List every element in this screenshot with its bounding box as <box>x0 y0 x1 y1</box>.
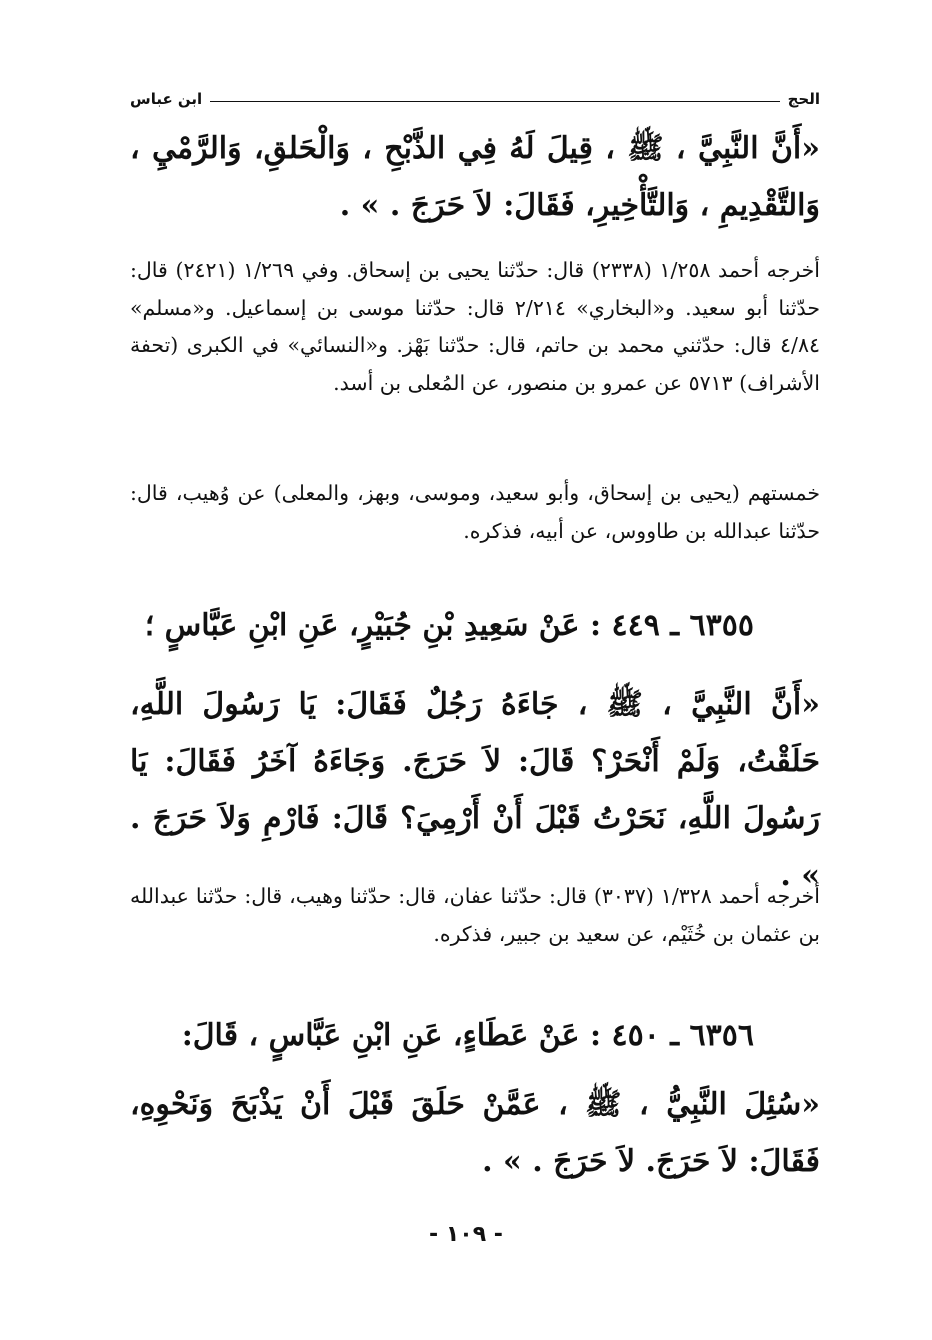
subject-title: ابن عباس <box>130 90 203 108</box>
takhrij-paragraph-3: أخرجه أحمد ١/٣٢٨ (٣٠٣٧) قال: حدّثنا عفان، قال: حدّثنا وهيب، قال: حدّثنا عبدالله بن عثمان بن خُثَيْم، عن سعيد بن جبير، فذكره. <box>130 884 820 946</box>
takhrij-paragraph-2: خمستهم (يحيى بن إسحاق، وأبو سعيد، وموسى، وبهز، والمعلى) عن وُهيب، قال: حدّثنا عبدالله بن طاووس، عن أبيه، فذكره. <box>130 481 820 543</box>
running-header <box>130 78 820 108</box>
takhrij-paragraph-1: أخرجه أحمد ١/٢٥٨ (٢٣٣٨) قال: حدّثنا يحيى بن إسحاق. وفي ١/٢٦٩ (٢٤٢١) قال: حدّثنا أبو سعيد. و«البخاري» ٢/٢١٤ قال: حدّثنا موسى بن إسماعيل. و«مسلم» ٤/٨٤ قال: حدّثني محمد بن حاتم، قال: حدّثنا بَهْز. و«النسائي» في الكبرى (تحفة الأشراف) ٥٧١٣ عن عمرو بن منصور، عن المُعلى بن أسد. <box>130 258 820 395</box>
hadith-matn-3: «سُئِلَ النَّبِيُّ ، ﷺ ، عَمَّنْ حَلَقَ قَبْلَ أَنْ يَذْبَحَ وَنَحْوِهِ، فَقَالَ: لاَ حَرَجَ. لاَ حَرَجَ . » . <box>130 1087 820 1179</box>
chapter-title: الحج <box>787 90 820 108</box>
header-rule <box>210 101 779 102</box>
hadith-matn-1: «أَنَّ النَّبِيَّ ، ﷺ ، قِيلَ لَهُ فِي الذَّبْحِ ، وَالْحَلقِ، وَالرَّمْيِ ، وَالتَّقْدِيمِ ، وَالتَّأْخِيرِ، فَقَالَ: لاَ حَرَجَ . » . <box>130 131 820 223</box>
hadith-matn-2: «أَنَّ النَّبِيَّ ، ﷺ ، جَاءَهُ رَجُلٌ فَقَالَ: يَا رَسُولَ اللَّهِ، حَلَقْتُ، وَلَمْ أَنْحَرْ؟ قَالَ: لاَ حَرَجَ. وَجَاءَهُ آخَرُ فَقَالَ: يَا رَسُولَ اللَّهِ، نَحَرْتُ قَبْلَ أَنْ أَرْمِيَ؟ قَالَ: فَارْمِ وَلاَ حَرَجَ . » . <box>130 687 820 893</box>
hadith-heading-450: ٦٣٥٦ ـ ٤٥٠ : عَنْ عَطَاءٍ، عَنِ ابْنِ عَبَّاسٍ ، قَالَ: <box>181 1018 754 1053</box>
hadith-heading-449: ٦٣٥٥ ـ ٤٤٩ : عَنْ سَعِيدِ بْنِ جُبَيْرٍ، عَنِ ابْنِ عَبَّاسٍ ؛ <box>144 608 754 643</box>
page-number: - ١٠٩ - <box>429 1222 503 1247</box>
